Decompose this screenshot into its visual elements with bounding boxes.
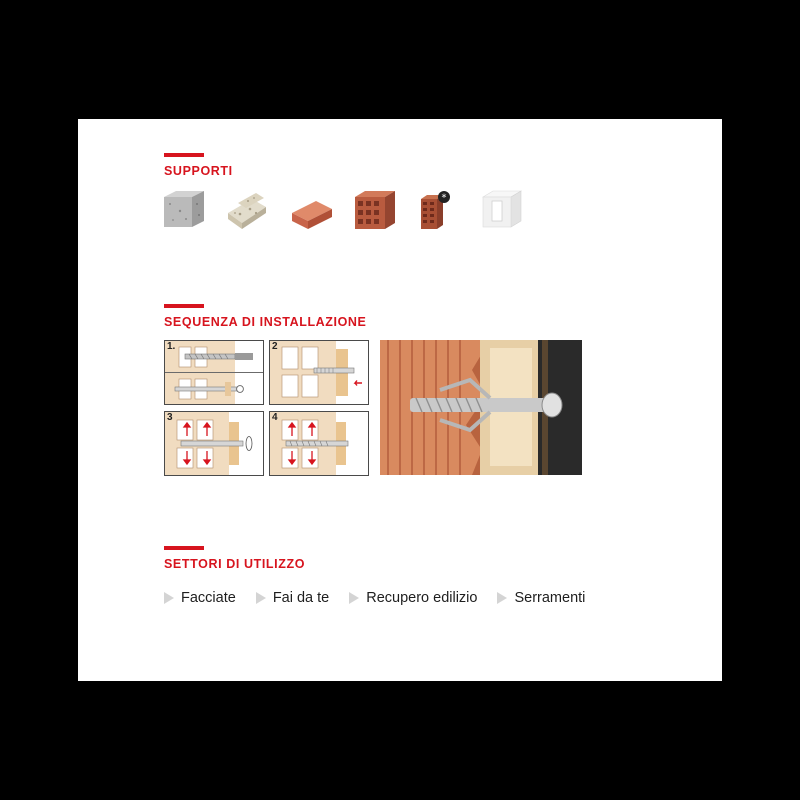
section-accent-bar xyxy=(164,546,204,550)
triangle-right-icon xyxy=(497,592,507,604)
install-step-3 xyxy=(164,411,264,476)
section-supporti xyxy=(164,153,233,178)
sector-item-fai-da-te[interactable] xyxy=(256,590,329,606)
sector-label: Serramenti xyxy=(514,590,586,606)
sector-label: Facciate xyxy=(181,590,236,606)
install-step-number: 3 xyxy=(167,412,173,423)
section-accent-bar xyxy=(164,153,204,157)
section-title-settori: SETTORI DI UTILIZZO xyxy=(164,557,306,571)
install-step-2 xyxy=(269,340,369,405)
install-step-4 xyxy=(269,411,369,476)
perforated-brick-icon xyxy=(353,189,397,233)
hollow-brick-icon xyxy=(417,189,461,233)
installation-sequence xyxy=(164,340,584,476)
section-sequenza xyxy=(164,304,367,329)
solid-brick-icon xyxy=(290,189,334,233)
svg-text:*: * xyxy=(441,192,447,204)
settori-list xyxy=(164,587,605,609)
sector-item-serramenti[interactable] xyxy=(497,590,585,606)
product-info-card xyxy=(78,119,722,681)
section-title-supporti: SUPPORTI xyxy=(164,164,233,178)
triangle-right-icon xyxy=(349,592,359,604)
section-title-sequenza: SEQUENZA DI INSTALLAZIONE xyxy=(164,315,367,329)
sector-label: Recupero edilizio xyxy=(366,590,478,606)
install-step-1 xyxy=(164,340,264,405)
installed-anchor-photo xyxy=(380,340,582,475)
triangle-right-icon xyxy=(164,592,174,604)
aerated-concrete-icon xyxy=(481,189,525,233)
sector-item-recupero-edilizio[interactable] xyxy=(349,590,477,606)
section-settori xyxy=(164,546,305,571)
install-step-number: 4 xyxy=(272,412,278,423)
install-step-number: 1. xyxy=(167,341,176,352)
stone-block-icon xyxy=(226,189,270,233)
concrete-block-icon xyxy=(162,189,206,233)
section-accent-bar xyxy=(164,304,204,308)
install-step-number: 2 xyxy=(272,341,278,352)
sector-label: Fai da te xyxy=(272,590,330,606)
triangle-right-icon xyxy=(256,592,266,604)
sector-item-facciate[interactable] xyxy=(164,590,236,606)
